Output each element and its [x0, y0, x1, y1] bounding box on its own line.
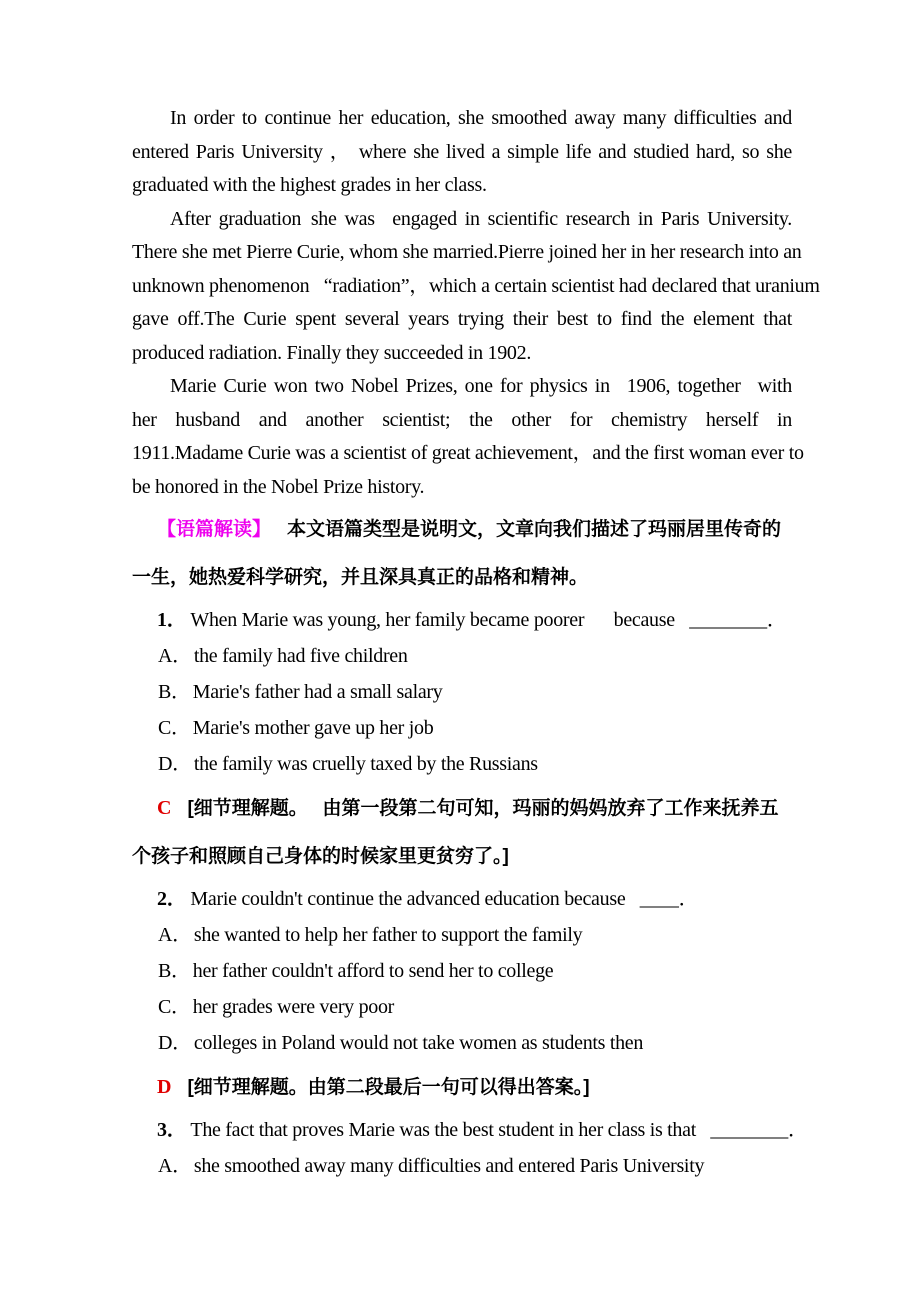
answer-1	[132, 784, 792, 881]
passage-line: After graduation she was engaged in scientific research in Paris University.	[170, 207, 792, 230]
option-text: colleges in Poland would not take women as students then	[193, 1032, 644, 1054]
question-text: When Marie was young, her family became poorer because ________．	[190, 609, 787, 631]
option-c	[132, 710, 792, 746]
passage-line: There she met Pierre Curie, whom she married.Pierre joined her in her research into an	[132, 241, 802, 263]
question-3	[132, 1112, 808, 1184]
option-text: Marie's mother gave up her job	[192, 717, 434, 739]
question-2	[132, 881, 792, 1112]
passage-line: graduated with the highest grades in her class.	[132, 174, 487, 196]
passage-analysis	[132, 506, 792, 602]
question-number: 3．	[157, 1119, 187, 1141]
option-text: the family had five children	[193, 645, 408, 667]
passage-line: produced radiation. Finally they succeeded in 1902.	[132, 341, 532, 364]
option-letter: B．	[158, 960, 191, 982]
passage-line: entered Paris University ， where she lived a simple life and studied hard, so she	[132, 140, 792, 163]
analysis-label: 【语篇解读】	[157, 519, 272, 540]
option-d	[132, 746, 792, 782]
answer-line	[132, 1063, 792, 1112]
answer-explanation: [细节理解题。 由第一段第二句可知，玛丽的妈妈放弃了工作来抚养五	[187, 798, 779, 819]
question-text: The fact that proves Marie was the best student in her class is that ________．	[190, 1119, 808, 1141]
option-letter: C．	[158, 996, 191, 1018]
option-b	[132, 674, 792, 710]
option-d	[132, 1025, 792, 1061]
option-letter: A．	[158, 924, 192, 946]
question-stem	[132, 602, 792, 638]
option-letter: A．	[158, 645, 192, 667]
option-a	[132, 917, 792, 953]
answer-line	[132, 784, 792, 833]
option-b	[132, 953, 792, 989]
question-1	[132, 602, 792, 881]
question-stem	[132, 1112, 808, 1148]
passage-line: unknown phenomenon “radiation”，which a certain scientist had declared that uranium	[132, 274, 820, 297]
option-c	[132, 989, 792, 1025]
option-text: the family was cruelly taxed by the Russians	[193, 753, 538, 775]
question-number: 2．	[157, 888, 187, 910]
answer-letter: C	[157, 797, 172, 819]
answer-letter: D	[157, 1076, 172, 1098]
passage-line: Marie Curie won two Nobel Prizes, one for physics in 1906, together with	[170, 375, 792, 397]
option-text: Marie's father had a small salary	[192, 681, 443, 703]
passage-line: In order to continue her education, she smoothed away many difficulties and	[170, 107, 792, 129]
option-letter: B．	[158, 681, 191, 703]
analysis-text: 本文语篇类型是说明文，文章向我们描述了玛丽居里传奇的	[287, 519, 782, 540]
question-number: 1．	[157, 609, 187, 631]
analysis-line	[132, 506, 792, 554]
option-letter: A．	[158, 1155, 192, 1177]
option-text: her father couldn't afford to send her to college	[192, 960, 554, 982]
answer-line: 个孩子和照顾自己身体的时候家里更贫穷了。]	[132, 846, 509, 867]
option-text: she smoothed away many difficulties and entered Paris University	[193, 1155, 705, 1177]
question-stem	[132, 881, 792, 917]
answer-2	[132, 1063, 792, 1112]
passage-line: 1911.Madame Curie was a scientist of great achievement，and the first woman ever to	[132, 442, 804, 464]
option-text: her grades were very poor	[192, 996, 395, 1018]
passage-line: her husband and another scientist; the other for chemistry herself in	[132, 408, 792, 431]
option-letter: D．	[158, 1032, 192, 1054]
option-letter: D．	[158, 753, 192, 775]
option-letter: C．	[158, 717, 191, 739]
passage-line: be honored in the Nobel Prize history.	[132, 475, 425, 498]
analysis-line: 一生，她热爱科学研究，并且深具真正的品格和精神。	[132, 567, 589, 588]
answer-explanation: [细节理解题。由第二段最后一句可以得出答案。]	[187, 1077, 590, 1098]
passage-line: gave off.The Curie spent several years trying their best to find the element that	[132, 308, 792, 330]
option-a	[132, 1148, 792, 1184]
option-a	[132, 638, 792, 674]
reading-passage	[132, 102, 820, 504]
option-text: she wanted to help her father to support the family	[193, 924, 583, 946]
question-text: Marie couldn't continue the advanced education because ____．	[190, 888, 699, 910]
